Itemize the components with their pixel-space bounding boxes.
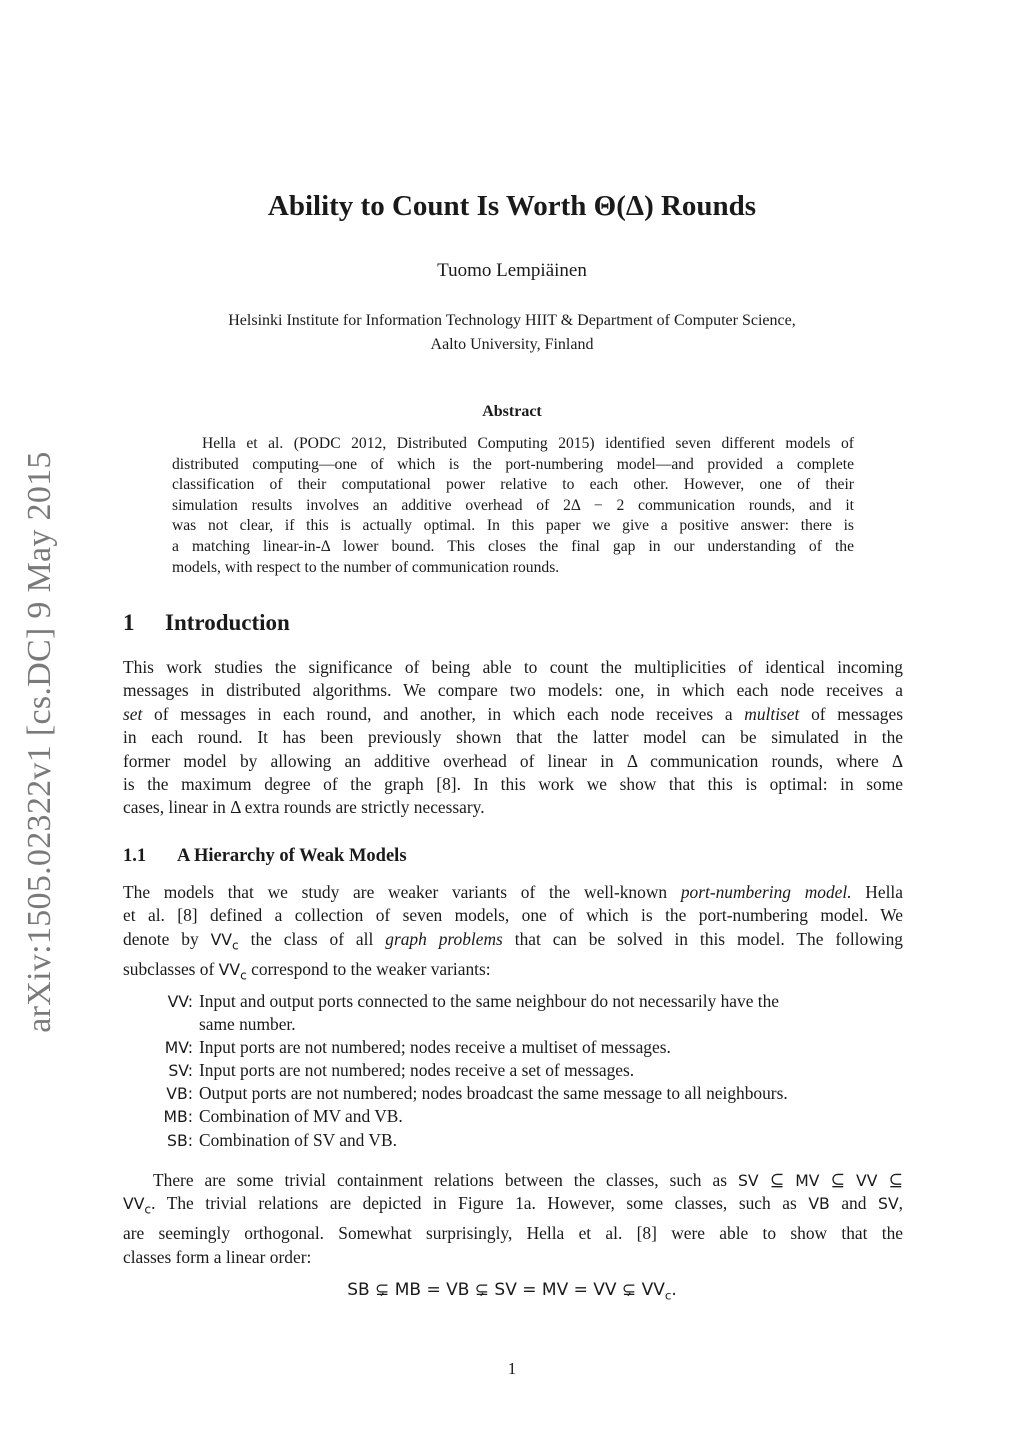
text-run: the class of all xyxy=(238,928,386,949)
model-label: VV: xyxy=(167,992,193,1011)
model-label: MB: xyxy=(163,1107,193,1127)
text-line xyxy=(172,516,854,537)
text-run: et al. [8] defined a collection of seven models, one of which is the port-numbering model. We xyxy=(123,905,903,926)
text-line xyxy=(123,750,903,773)
model-description xyxy=(199,1059,904,1082)
math-symbol: c xyxy=(144,1202,152,1217)
text-run: is the maximum degree of the graph [8]. In this work we show that this is optimal: in some xyxy=(123,774,903,795)
text-run: ⊆ xyxy=(758,1170,796,1190)
list-item xyxy=(123,1105,904,1128)
math-symbol: SV xyxy=(878,1194,899,1214)
text-line: Input ports are not numbered; nodes receive a set of messages. xyxy=(199,1060,635,1081)
text-run: simulation results involves an additive overhead of 2Δ − 2 communication rounds, and it xyxy=(172,496,854,514)
text-line xyxy=(123,726,903,749)
text-line xyxy=(172,455,854,476)
text-run: classification of their computational power relative to each other. However, one of their xyxy=(172,476,854,494)
emphasis-text: port-numbering model. xyxy=(680,882,852,902)
text-line: same number. xyxy=(199,1014,296,1035)
list-item xyxy=(123,990,904,1036)
model-description xyxy=(199,1036,904,1059)
model-description xyxy=(199,1105,904,1128)
emphasis-text: multiset xyxy=(744,703,800,724)
emphasis-text: set xyxy=(123,703,143,724)
math-symbol: VB xyxy=(808,1194,830,1214)
text-line xyxy=(123,796,903,819)
model-label: SB: xyxy=(167,1130,193,1150)
math-symbol: MV xyxy=(795,1171,820,1190)
subsection-number: 1.1 xyxy=(123,846,147,866)
text-run: and xyxy=(829,1193,878,1214)
affiliation-line: Helsinki Institute for Information Technology HIIT & Department of Computer Science, xyxy=(228,312,796,329)
intro-paragraph xyxy=(123,656,903,820)
model-description xyxy=(199,990,904,1036)
models-paragraph xyxy=(123,881,903,988)
text-run: former model by allowing an additive overhead of linear in Δ communication rounds, where Δ xyxy=(123,750,903,771)
text-line: Input ports are not numbered; nodes receive a multiset of messages. xyxy=(199,1037,671,1058)
abstract-heading: Abstract xyxy=(482,403,542,420)
math-symbol: c xyxy=(232,938,239,953)
subsection-title: A Hierarchy of Weak Models xyxy=(177,846,407,866)
list-item xyxy=(123,1082,904,1105)
affiliation-line: Aalto University, Finland xyxy=(430,336,594,353)
model-label: VB: xyxy=(166,1084,193,1104)
text-run: Hella et al. (PODC 2012, Distributed Computing 2015) identified seven different models of xyxy=(202,435,854,452)
equation-text: SB ⊊ MB = VB ⊊ SV = MV = VV ⊊ $VV_c$. xyxy=(347,1280,677,1303)
text-line xyxy=(123,958,903,988)
text-run: denote by xyxy=(123,928,211,949)
text-run: was not clear, if this is actually optimal. In this paper we give a positive answer: there is xyxy=(172,517,854,535)
section-number: 1 xyxy=(123,610,135,635)
text-line xyxy=(172,475,854,496)
text-line xyxy=(123,679,903,702)
text-run: There are some trivial containment relations between the classes, such as xyxy=(153,1170,738,1190)
list-item xyxy=(123,1036,904,1059)
list-item xyxy=(123,1129,904,1152)
paper-title: Ability to Count Is Worth Θ(Δ) Rounds xyxy=(267,190,757,222)
text-run: correspond to the weaker variants: xyxy=(246,958,491,979)
text-run: The models that we study are weaker variants of the well-known xyxy=(123,882,681,902)
text-run: messages in distributed algorithms. We compare two models: one, in which each node receives a xyxy=(123,680,903,701)
text-line xyxy=(123,881,903,904)
text-run: cases, linear in Δ extra rounds are strictly necessary. xyxy=(123,797,485,818)
text-run: classes form a linear order: xyxy=(123,1246,312,1267)
model-label: MV: xyxy=(164,1038,193,1058)
text-run: . The trivial relations are depicted in Figure 1a. However, some classes, such as xyxy=(151,1193,809,1214)
model-description xyxy=(199,1129,904,1152)
text-line xyxy=(123,703,903,726)
arxiv-identifier-stamp: arXiv:1505.02322v1 [cs.DC] 9 May 2015 xyxy=(21,451,58,1033)
section-title: Introduction xyxy=(165,610,290,635)
text-line xyxy=(172,496,854,517)
math-symbol: VV xyxy=(218,959,241,979)
subscript: c xyxy=(664,1288,672,1303)
text-line xyxy=(123,904,903,927)
text-run: are seemingly orthogonal. Somewhat surprisingly, Hella et al. [8] were able to show that the xyxy=(123,1223,903,1244)
text-line xyxy=(123,656,903,679)
list-item xyxy=(123,1059,904,1082)
text-line: Input and output ports connected to the same neighbour do not necessarily have the xyxy=(199,991,780,1011)
text-run: This work studies the significance of being able to count the multiplicities of identical incoming xyxy=(123,657,903,677)
linear-order-equation xyxy=(0,1280,1024,1302)
model-description xyxy=(199,1082,904,1105)
text-line: Combination of MV and VB. xyxy=(199,1106,403,1127)
text-line: Output ports are not numbered; nodes broadcast the same message to all neighbours. xyxy=(199,1083,788,1104)
text-line: Combination of SV and VB. xyxy=(199,1129,397,1150)
text-run: ⊆ xyxy=(819,1170,856,1190)
affiliation xyxy=(0,309,1024,357)
text-run: that can be solved in this model. The following xyxy=(502,928,903,949)
text-run: ⊆ xyxy=(877,1170,903,1190)
math-symbol: c xyxy=(240,968,247,983)
text-line xyxy=(123,928,903,958)
text-run: of messages xyxy=(799,703,903,724)
section-heading-introduction xyxy=(123,610,290,636)
text-run: models, with respect to the number of communication rounds. xyxy=(172,558,560,576)
math-symbol: VV xyxy=(210,929,233,949)
text-line xyxy=(123,773,903,796)
relations-paragraph xyxy=(123,1169,903,1269)
text-line xyxy=(123,1192,903,1222)
text-line xyxy=(172,434,854,455)
math-symbol: VV xyxy=(123,1194,145,1214)
author-name: Tuomo Lempiäinen xyxy=(437,260,587,281)
text-line xyxy=(123,1222,903,1245)
model-label: SV: xyxy=(168,1061,193,1081)
text-line xyxy=(123,1246,903,1269)
text-run: Hella xyxy=(851,882,903,902)
abstract-body xyxy=(172,434,854,578)
text-run: subclasses of xyxy=(123,958,219,979)
subsection-heading xyxy=(123,846,407,867)
model-list xyxy=(123,990,904,1152)
text-run: a matching linear-in-Δ lower bound. This closes the final gap in our understanding of the xyxy=(172,537,854,555)
emphasis-text: graph problems xyxy=(385,928,503,949)
text-line xyxy=(172,558,854,579)
text-line xyxy=(172,537,854,558)
math-symbol: SV xyxy=(737,1171,759,1190)
page-number: 1 xyxy=(507,1359,517,1378)
text-run: , xyxy=(898,1193,904,1214)
text-run: of messages in each round, and another, in which each node receives a xyxy=(142,703,745,724)
text-run: distributed computing—one of which is the port-numbering model—and provided a complete xyxy=(172,455,854,473)
text-run: in each round. It has been previously shown that the latter model can be simulated in the xyxy=(123,727,903,748)
text-line xyxy=(123,1169,903,1192)
math-symbol: VV xyxy=(855,1171,878,1190)
